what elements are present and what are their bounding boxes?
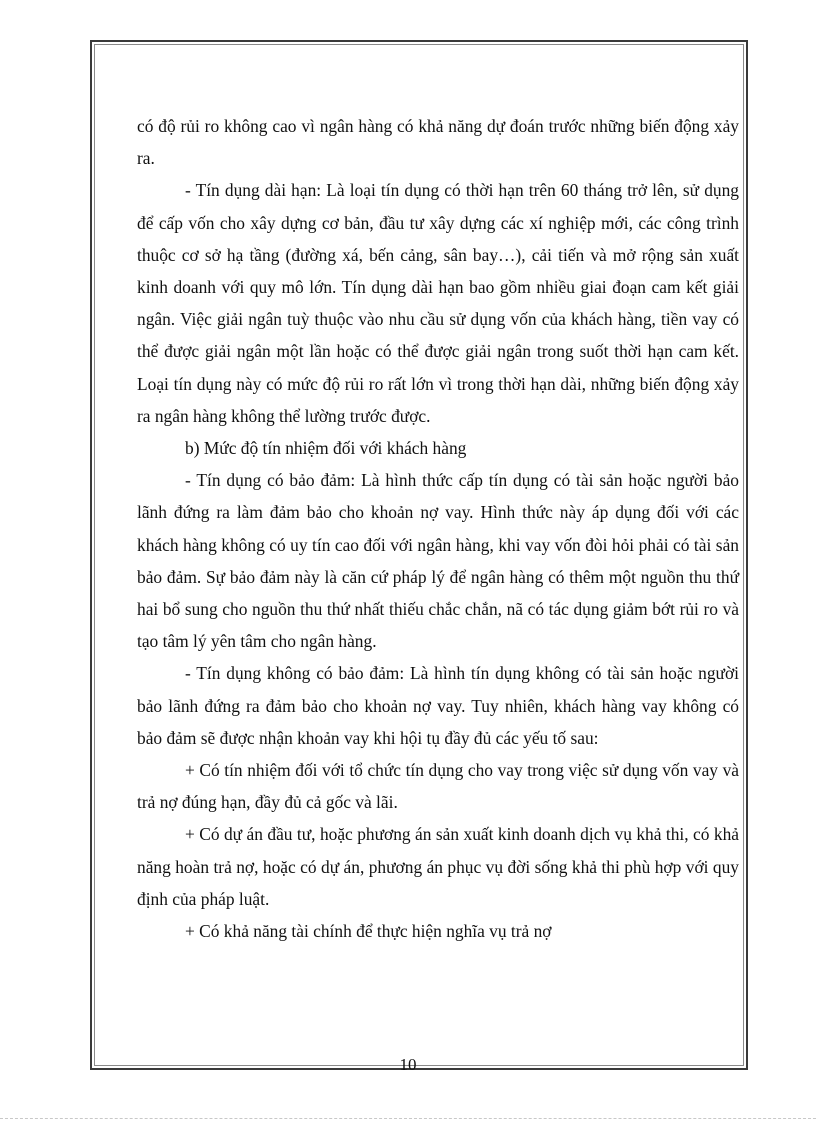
list-item-2: + Có dự án đầu tư, hoặc phương án sản xuất kinh doanh dịch vụ khả thi, có khả năng hoàn trả nợ, hoặc có dự án, phương án phục vụ đời sống khả thi phù hợp với quy định của pháp luật. [137, 824, 739, 909]
list-item-1: + Có tín nhiệm đối với tổ chức tín dụng cho vay trong việc sử dụng vốn vay và trả nợ đúng hạn, đầy đủ cả gốc và lãi. [137, 760, 739, 813]
paragraph-4: - Tín dụng không có bảo đảm: Là hình tín dụng không có tài sản hoặc người bảo lãnh đứng ra đảm bảo cho khoản nợ vay. Tuy nhiên, khách hàng vay không có bảo đảm sẽ được nhận khoản vay khi hội tụ đầy đủ các yếu tố sau: [137, 663, 739, 748]
list-item-3: + Có khả năng tài chính để thực hiện nghĩa vụ trả nợ [185, 921, 552, 942]
page-number: 10 [399, 1055, 417, 1074]
section-heading: b) Mức độ tín nhiệm đối với khách hàng [185, 438, 467, 459]
page-break-rule [0, 1118, 816, 1119]
paragraph-2: - Tín dụng dài hạn: Là loại tín dụng có thời hạn trên 60 tháng trở lên, sử dụng để cấp vốn cho xây dựng cơ bản, đầu tư xây dựng các xí nghiệp mới, các công trình thuộc cơ sở hạ tầng (đường xá, bến cảng, sân bay…), cải tiến và mở rộng sản xuất kinh doanh với quy mô lớn. Tín dụng dài hạn bao gồm nhiều giai đoạn cam kết giải ngân. Việc giải ngân tuỳ thuộc vào nhu cầu sử dụng vốn của khách hàng, tiền vay có thể được giải ngân một lần hoặc có thể được giải ngân trong suốt thời hạn cam kết. Loại tín dụng này có mức độ rủi ro rất lớn vì trong thời hạn dài, những biến động xảy ra ngân hàng không thể lường trước được. [137, 180, 739, 426]
paragraph-1: có độ rủi ro không cao vì ngân hàng có khả năng dự đoán trước những biến động xảy ra. [137, 116, 739, 169]
body-text [137, 110, 739, 947]
paragraph-3: - Tín dụng có bảo đảm: Là hình thức cấp tín dụng có tài sản hoặc người bảo lãnh đứng ra làm đảm bảo cho khoản nợ vay. Hình thức này áp dụng đối với các khách hàng không có uy tín cao đối với ngân hàng, khi vay vốn đòi hỏi phải có tài sản bảo đảm. Sự bảo đảm này là căn cứ pháp lý để ngân hàng có thêm một nguồn thu thứ hai bổ sung cho nguồn thu thứ nhất thiếu chắc chắn, nã có tác dụng giảm bớt rủi ro và tạo tâm lý yên tâm cho ngân hàng. [137, 470, 739, 652]
